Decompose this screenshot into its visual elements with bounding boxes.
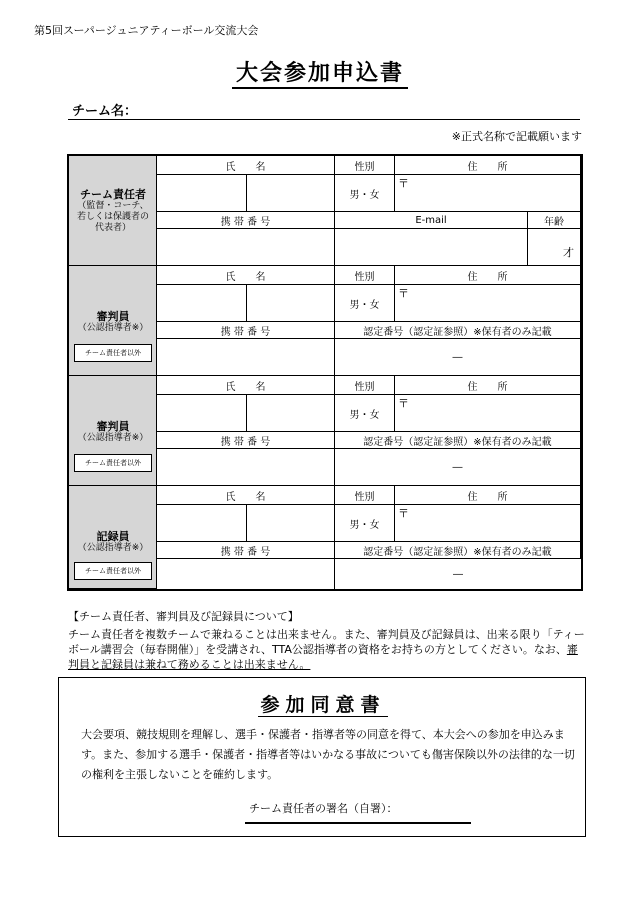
cert-input[interactable]: ― <box>335 449 581 486</box>
role-tag: チーム責任者以外 <box>74 454 152 472</box>
address-header: 住 所 <box>395 376 581 395</box>
gender-select[interactable]: 男・女 <box>335 285 395 322</box>
name-input-2[interactable] <box>247 395 335 432</box>
phone-input[interactable] <box>157 339 335 376</box>
cert-input[interactable]: ― <box>453 568 463 580</box>
name-header: 氏 名 <box>157 376 335 395</box>
gender-select[interactable]: 男・女 <box>335 175 395 212</box>
gender-header: 性別 <box>335 156 395 175</box>
name-input[interactable] <box>157 175 247 212</box>
role-tag: チーム責任者以外 <box>74 562 152 580</box>
address-input[interactable]: 〒 <box>395 175 581 212</box>
cert-header: 認定番号（認定証参照）※保有者のみ記載 <box>335 322 581 339</box>
role-title: 審判員 <box>96 420 130 433</box>
gender-select[interactable]: 男・女 <box>335 505 395 542</box>
phone-header: 携 帯 番 号 <box>157 212 335 229</box>
role-title: 記録員 <box>96 530 130 543</box>
role-sub: （公認指導者※） <box>77 433 149 443</box>
role-cell <box>69 486 157 589</box>
official-name-note: ※正式名称で記載願います <box>451 130 582 143</box>
name-input[interactable] <box>157 395 247 432</box>
address-header: 住 所 <box>395 486 581 505</box>
age-header: 年齢 <box>528 212 581 229</box>
gender-header: 性別 <box>335 266 395 285</box>
name-header: 氏 名 <box>157 156 335 175</box>
gender-header: 性別 <box>335 376 395 395</box>
role-sub: （公認指導者※） <box>77 543 149 553</box>
address-input[interactable]: 〒 <box>395 285 581 322</box>
role-tag: チーム責任者以外 <box>74 344 152 362</box>
section-recorder <box>69 486 581 589</box>
role-title: 審判員 <box>96 310 130 323</box>
phone-header: 携 帯 番 号 <box>157 542 335 559</box>
section-umpire-2 <box>69 376 581 486</box>
role-cell <box>69 266 157 376</box>
name-input-2[interactable] <box>247 505 335 542</box>
cert-input[interactable]: ― <box>335 339 581 376</box>
phone-input[interactable] <box>157 229 335 266</box>
registration-form <box>67 154 583 591</box>
phone-input[interactable] <box>157 449 335 486</box>
event-name: 第5回スーパージュニアティーボール交流大会 <box>34 24 259 37</box>
cert-header: 認定番号（認定証参照）※保有者のみ記載 <box>335 542 581 559</box>
page-title-text: 大会参加申込書 <box>232 61 408 89</box>
name-header: 氏 名 <box>157 266 335 285</box>
consent-box <box>58 677 586 837</box>
name-input[interactable] <box>157 285 247 322</box>
address-input[interactable]: 〒 <box>395 505 581 542</box>
phone-input[interactable] <box>157 559 335 589</box>
role-sub: （公認指導者※） <box>77 323 149 333</box>
name-input-2[interactable] <box>247 175 335 212</box>
team-name-field[interactable]: チーム名： <box>68 98 580 120</box>
page-title <box>0 56 640 87</box>
about-title: 【チーム責任者、審判員及び記録員について】 <box>68 610 299 623</box>
gender-select[interactable]: 男・女 <box>335 395 395 432</box>
role-cell <box>69 156 157 266</box>
email-input[interactable] <box>335 229 528 266</box>
consent-title-text: 参加同意書 <box>260 694 386 716</box>
name-input[interactable] <box>157 505 247 542</box>
address-header: 住 所 <box>395 156 581 175</box>
consent-title <box>59 690 587 717</box>
role-sub: （監督・コーチ、 若しくは保護者の 代表者） <box>76 201 149 233</box>
gender-header: 性別 <box>335 486 395 505</box>
signature-field[interactable]: チーム責任者の署名（自署）： <box>245 794 471 824</box>
address-header: 住 所 <box>395 266 581 285</box>
section-team-leader <box>69 156 581 266</box>
phone-header: 携 帯 番 号 <box>157 432 335 449</box>
phone-header: 携 帯 番 号 <box>157 322 335 339</box>
about-text-main: チーム責任者を複数チームで兼ねることは出来ません。また、審判員及び記録員は、出来る限り「ティーボール講習会（毎春開催）」を受講され、TTA公認指導者の資格をお持ちの方としてください。なお、 <box>68 628 585 656</box>
cert-header: 認定番号（認定証参照）※保有者のみ記載 <box>335 432 581 449</box>
about-text <box>68 627 588 672</box>
section-umpire-1 <box>69 266 581 376</box>
address-input[interactable]: 〒 <box>395 395 581 432</box>
consent-text: 大会要項、競技規則を理解し、選手・保護者・指導者等の同意を得て、本大会への参加を申込みます。また、参加する選手・保護者・指導者等はいかなる事故についても傷害保険以外の法律的な一切の権利を主張しないことを確約します。 <box>81 728 575 781</box>
role-cell <box>69 376 157 486</box>
name-header: 氏 名 <box>157 486 335 505</box>
email-header: E-mail <box>335 212 528 229</box>
age-input[interactable]: 才 <box>528 229 581 266</box>
about-text-underlined: 審判員と記録員は兼ねて務めることは出来ません。 <box>68 643 578 671</box>
name-input-2[interactable] <box>247 285 335 322</box>
role-title: チーム責任者 <box>80 188 146 201</box>
